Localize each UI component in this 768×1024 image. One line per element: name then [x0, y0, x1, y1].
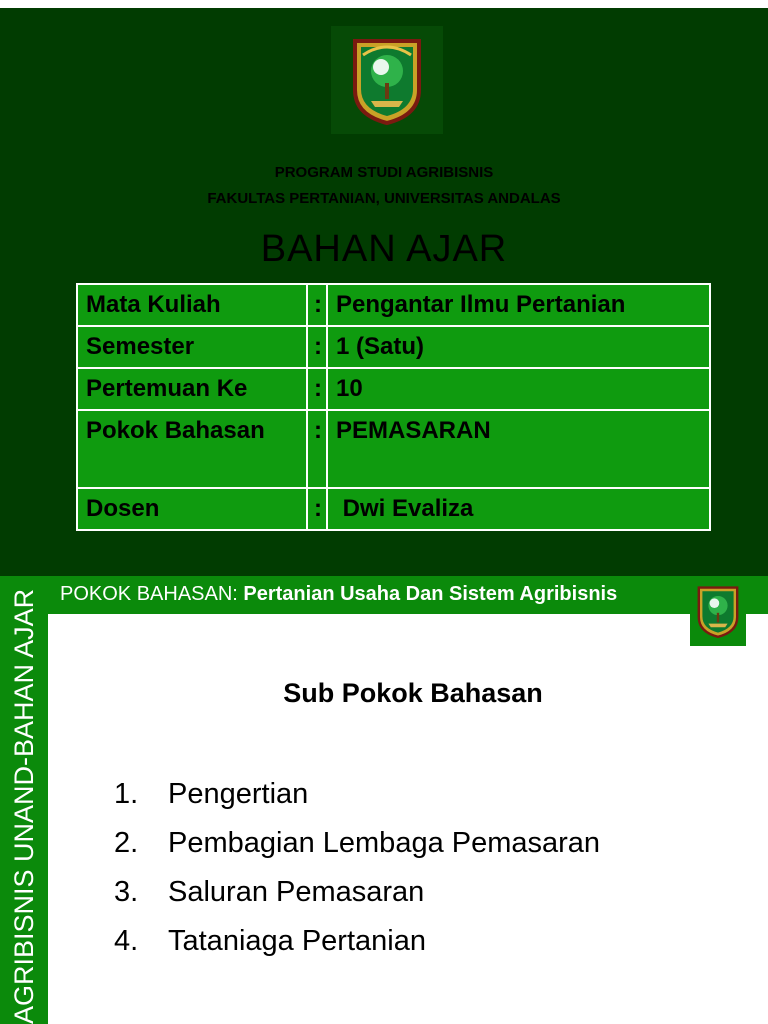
university-seal-icon — [331, 26, 443, 134]
side-watermark-text: AGRIBISNIS UNAND-BAHAN AJAR — [9, 588, 39, 1024]
topic-band-text — [60, 583, 617, 606]
list-item-number: 1. — [114, 778, 139, 810]
page-title: BAHAN AJAR — [260, 228, 508, 270]
program-line: PROGRAM STUDI AGRIBISNIS — [274, 164, 494, 181]
topic-band — [48, 576, 768, 614]
row-value: Pengantar Ilmu Pertanian — [327, 284, 710, 326]
table-row — [77, 368, 710, 410]
faculty-line: FAKULTAS PERTANIAN, UNIVERSITAS ANDALAS — [207, 190, 561, 207]
table-row — [77, 488, 710, 530]
section-subtitle: Sub Pokok Bahasan — [283, 678, 543, 708]
row-separator: : — [307, 368, 327, 410]
topic-label: POKOK BAHASAN: — [60, 583, 244, 605]
row-value: Dwi Evaliza — [327, 488, 710, 530]
university-seal-icon — [690, 576, 746, 646]
side-bar — [0, 576, 48, 1024]
list-item-text: Saluran Pemasaran — [168, 876, 425, 908]
list-item-number: 4. — [114, 925, 139, 957]
list-item-text: Pengertian — [168, 778, 309, 810]
table-row — [77, 410, 710, 488]
row-separator: : — [307, 410, 327, 488]
table-row — [77, 326, 710, 368]
course-info-table — [76, 283, 711, 531]
row-separator: : — [307, 326, 327, 368]
row-value: 1 (Satu) — [327, 326, 710, 368]
table-row — [77, 284, 710, 326]
content-slide — [0, 576, 768, 1024]
row-key: Mata Kuliah — [77, 284, 307, 326]
list-item-number: 2. — [114, 827, 139, 859]
row-value: 10 — [327, 368, 710, 410]
list-item — [114, 874, 600, 923]
row-separator: : — [307, 284, 327, 326]
row-value: PEMASARAN — [327, 410, 710, 488]
topic-list — [114, 776, 600, 972]
row-key: Pertemuan Ke — [77, 368, 307, 410]
list-item — [114, 923, 600, 972]
row-key: Dosen — [77, 488, 307, 530]
row-key: Pokok Bahasan — [77, 410, 307, 488]
topic-value: Pertanian Usaha Dan Sistem Agribisnis — [243, 583, 618, 605]
row-key: Semester — [77, 326, 307, 368]
list-item-number: 3. — [114, 876, 139, 908]
row-separator: : — [307, 488, 327, 530]
list-item — [114, 825, 600, 874]
title-slide-background — [0, 8, 768, 576]
list-item-text: Pembagian Lembaga Pemasaran — [168, 827, 601, 859]
list-item-text: Tataniaga Pertanian — [168, 925, 426, 957]
list-item — [114, 776, 600, 825]
